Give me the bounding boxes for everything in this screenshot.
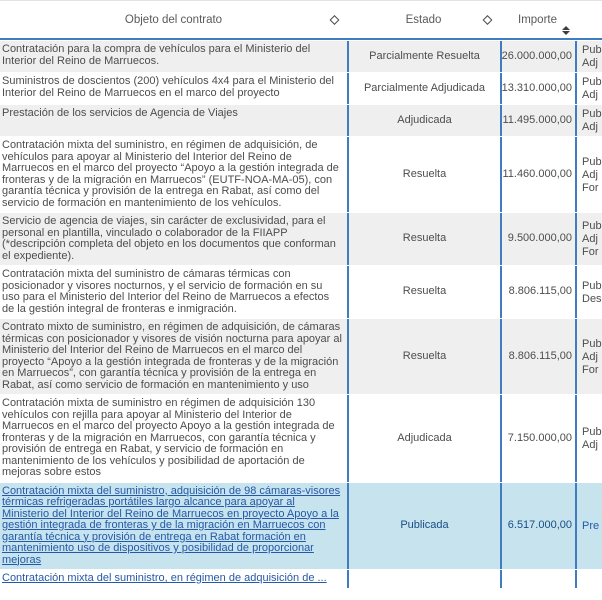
fase-link[interactable]: Pub bbox=[582, 44, 602, 56]
sort-icon[interactable] bbox=[331, 16, 338, 23]
estado-value: Adjudicada bbox=[347, 105, 500, 136]
fase-link[interactable]: Adj bbox=[582, 438, 598, 451]
fase-link[interactable]: For bbox=[582, 181, 599, 194]
importe-value: 13.310.000,00 bbox=[500, 73, 575, 104]
fase-link[interactable]: For bbox=[582, 363, 599, 376]
importe-value: 11.460.000,00 bbox=[500, 137, 575, 212]
contract-object-link[interactable]: Contrato mixto de suministro, en régimen de adquisición, de cámaras térmicas con posicionador y visores de visión nocturna para apoyar al Ministerio del Interior del Reino de Marruecos en el marco del proyecto “Apoyo a la gestión integrada de fronteras y de la migración en Marruecos”, con garantía técnica y provisión de la entrega en Rabat, así como servicio de formación en mantenimiento y uso bbox=[2, 321, 342, 391]
column-label-importe: Importe bbox=[518, 13, 557, 26]
importe-value: 11.495.000,00 bbox=[500, 105, 575, 136]
fase-link[interactable]: For bbox=[582, 246, 599, 258]
table-row[interactable] bbox=[0, 394, 602, 482]
fase-link[interactable]: Pub bbox=[582, 337, 602, 350]
column-header-fases bbox=[575, 1, 602, 38]
contract-object-link[interactable]: Contratación mixta de suministro en régimen de adquisición 130 vehículos con rejilla para apoyar al Ministerio del Interior de Marruecos en el marco del proyecto Apoyo a la gestión integrada de fronteras y de la migración en Marruecos, con garantía técnica y provisión de entrega en Rabat, y servicio de formación en mantenimiento de los vehículos y posibilidad de aportación de mejoras sobre estos bbox=[2, 397, 335, 478]
fase-link[interactable]: Pub bbox=[582, 76, 602, 88]
estado-value: Parcialmente Adjudicada bbox=[347, 73, 500, 104]
fase-link[interactable]: Des bbox=[582, 292, 602, 305]
contract-object-link[interactable]: Suministros de doscientos (200) vehículos 4x4 para el Ministerio del Interior del Reino de Marruecos en el marco del proyecto bbox=[2, 75, 334, 99]
column-header-objeto[interactable] bbox=[0, 1, 347, 38]
fases-cell bbox=[575, 73, 602, 104]
fase-link[interactable]: Adj bbox=[582, 89, 598, 101]
contract-object-link[interactable]: Contratación mixta del suministro, adquisición de 98 cámaras-visores térmicas refrigeradas portátiles largo alcance para apoyar al Ministerio del Interior del Reino de Marruecos en proyecto Apoyo a la gestión integrada de fronteras y de la migración en Marruecos con garantía técnica y provisión de entrega en Rabat formación en mantenimiento uso de dispositivos y posibilidad de proporcionar mejoras bbox=[2, 484, 341, 566]
importe-value: 6.517.000,00 bbox=[500, 483, 575, 570]
estado-value: Parcialmente Resuelta bbox=[347, 41, 500, 72]
fases-cell bbox=[575, 483, 602, 570]
table-body bbox=[0, 40, 602, 588]
contract-object-link[interactable]: Contratación mixta del suministro, en régimen de adquisición de ... bbox=[2, 572, 327, 584]
fase-link[interactable]: Adj bbox=[582, 168, 598, 181]
estado-value: Resuelta bbox=[347, 319, 500, 394]
estado-value: Adjudicada bbox=[347, 395, 500, 482]
table-row[interactable] bbox=[0, 318, 602, 394]
column-label-objeto: Objeto del contrato bbox=[124, 13, 223, 26]
table-row[interactable] bbox=[0, 136, 602, 212]
fases-cell bbox=[575, 570, 602, 588]
contract-object-link[interactable]: Contratación mixta del suministro, en régimen de adquisición, de vehículos para apoyar al Ministerio del Interior del Reino de Marruecos en el marco del proyecto “Apoyo a la gestión integrada de fronteras y de la migración en Marruecos” (EUTF-NOA-MA-05), con garantía técnica y provisión de la entrega en Rabat, así como del servicio de formación en mantenimiento de los vehículos. bbox=[2, 139, 339, 209]
sort-icon[interactable] bbox=[562, 26, 570, 36]
fase-link[interactable]: Adj bbox=[582, 121, 598, 133]
fases-cell bbox=[575, 266, 602, 318]
estado-value: Publicada bbox=[347, 483, 500, 570]
contract-object-link[interactable]: Prestación de los servicios de Agencia de Viajes bbox=[2, 107, 238, 119]
importe-value: 26.000.000,00 bbox=[500, 41, 575, 72]
fases-cell bbox=[575, 105, 602, 136]
table-row[interactable] bbox=[0, 482, 602, 570]
estado-value: Resuelta bbox=[347, 137, 500, 212]
importe-value: 8.806.115,00 bbox=[500, 266, 575, 318]
importe-value: 8.806.115,00 bbox=[500, 319, 575, 394]
contract-object-link[interactable]: Contratación mixta del suministro de cámaras térmicas con posicionador y visores nocturnos, y el servicio de formación en su uso para el Ministerio del Interior del Reino de Marruecos a efectos de la gestión integral de fronteras e inmigración. bbox=[2, 268, 330, 315]
importe-value: 9.500.000,00 bbox=[500, 213, 575, 265]
fase-link[interactable]: Adj bbox=[582, 233, 598, 245]
fases-cell bbox=[575, 213, 602, 265]
estado-value: Resuelta bbox=[347, 213, 500, 265]
fases-cell bbox=[575, 319, 602, 394]
contract-object-link[interactable]: Servicio de agencia de viajes, sin carácter de exclusividad, para el personal en plantilla, vinculado o colaborador de la FIIAPP (*descripción completa del objeto en los documentos que conforman el expediente). bbox=[2, 215, 336, 262]
fases-cell bbox=[575, 137, 602, 212]
importe-value: 7.150.000,00 bbox=[500, 395, 575, 482]
fase-link[interactable]: Pub bbox=[582, 108, 602, 120]
table-row[interactable] bbox=[0, 72, 602, 104]
importe-value bbox=[500, 570, 575, 588]
table-row[interactable] bbox=[0, 569, 602, 588]
fase-link[interactable]: Pub bbox=[582, 155, 602, 168]
table-row[interactable] bbox=[0, 104, 602, 136]
table-row[interactable] bbox=[0, 40, 602, 72]
estado-value bbox=[347, 570, 500, 588]
estado-value: Resuelta bbox=[347, 266, 500, 318]
table-row[interactable] bbox=[0, 212, 602, 265]
column-header-importe[interactable] bbox=[500, 1, 575, 38]
fase-link[interactable]: Pub bbox=[582, 279, 602, 292]
column-header-estado[interactable] bbox=[347, 1, 500, 38]
fase-link[interactable]: Pre bbox=[582, 519, 600, 532]
fase-link[interactable]: Adj bbox=[582, 57, 598, 69]
fase-link[interactable]: Pub bbox=[582, 220, 602, 232]
table-header bbox=[0, 0, 602, 40]
fases-cell bbox=[575, 41, 602, 72]
contract-object-link[interactable]: Contratación para la compra de vehículos para el Ministerio del Interior del Reino de Marruecos. bbox=[2, 43, 311, 67]
fase-link[interactable]: Pub bbox=[582, 425, 602, 438]
sort-icon[interactable] bbox=[484, 16, 491, 23]
column-label-estado: Estado bbox=[405, 13, 442, 26]
fase-link[interactable]: Adj bbox=[582, 350, 598, 363]
table-row[interactable] bbox=[0, 265, 602, 318]
fases-cell bbox=[575, 395, 602, 482]
